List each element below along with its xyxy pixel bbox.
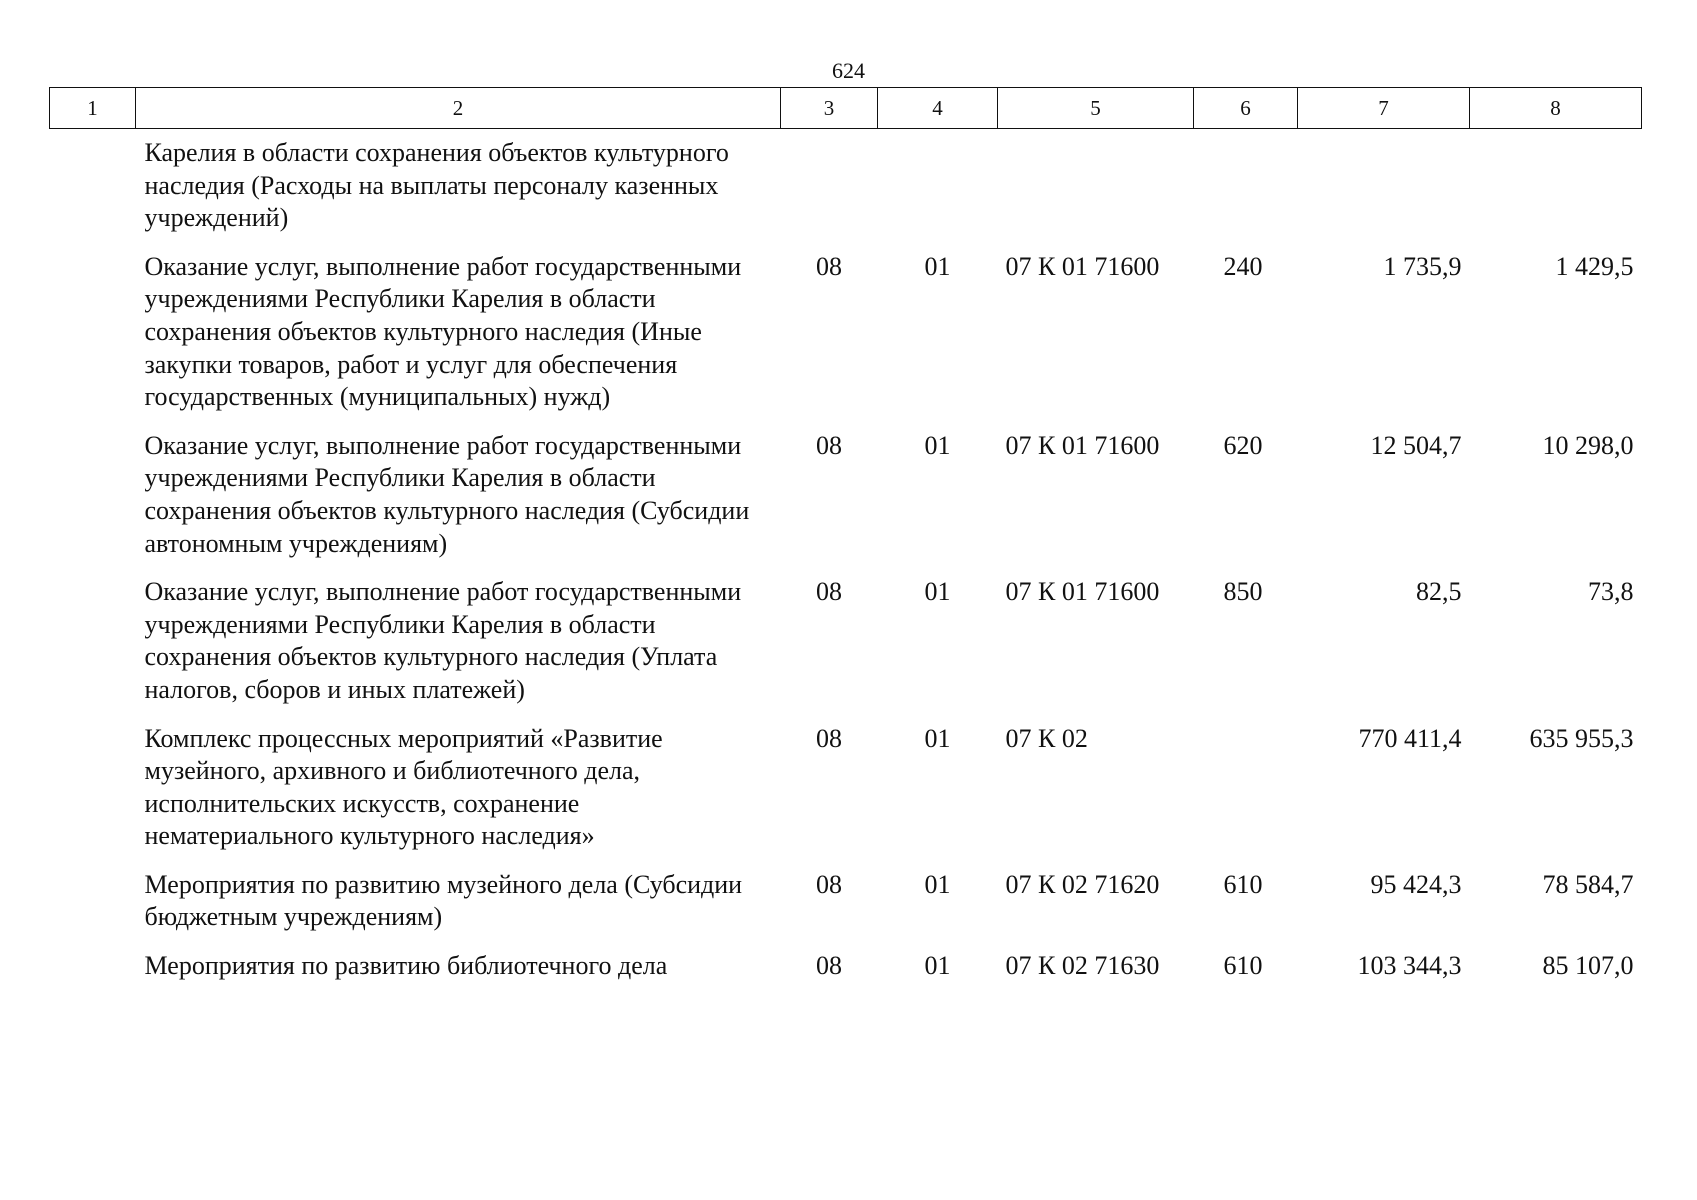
table-row (50, 572, 1642, 718)
header-col-7: 7 (1298, 88, 1470, 129)
section-code-cell: 08 (816, 251, 842, 281)
target-code-cell: 07 К 01 71600 (1005, 251, 1160, 281)
amount-col-7-cell: 95 424,3 (1370, 869, 1462, 899)
amount-col-7-cell: 12 504,7 (1370, 430, 1462, 460)
row-number-cell (50, 946, 136, 995)
section-code-cell: 08 (816, 951, 842, 981)
expense-type-cell: 850 (1223, 577, 1263, 607)
subsection-code-cell: 01 (924, 869, 951, 899)
header-col-5: 5 (998, 88, 1194, 129)
amount-col-8-cell: 635 955,3 (1529, 723, 1634, 753)
row-number-cell (50, 865, 136, 946)
expense-type-cell: 620 (1223, 430, 1263, 460)
table-row (50, 865, 1642, 946)
row-number-cell (50, 572, 136, 718)
target-code-cell (998, 129, 1194, 247)
header-col-3: 3 (781, 88, 878, 129)
expense-name-cell: Оказание услуг, выполнение работ государственными учреждениями Республики Карелия в области сохранения объектов культурного наследия (Иные закупки товаров, работ и услуг для обеспечения государственных (муниципальных) нужд) (144, 251, 742, 412)
amount-col-7-cell: 1 735,9 (1383, 251, 1462, 281)
target-code-cell: 07 К 01 71600 (1005, 430, 1160, 460)
expense-name-cell: Мероприятия по развитию музейного дела (Субсидии бюджетным учреждениям) (144, 869, 743, 932)
target-code-cell: 07 К 02 71620 (1005, 869, 1160, 899)
expense-type-cell: 240 (1223, 251, 1263, 281)
header-col-1: 1 (50, 88, 136, 129)
expense-name-cell: Оказание услуг, выполнение работ государственными учреждениями Республики Карелия в области сохранения объектов культурного наследия (Субсидии автономным учреждениям) (144, 430, 750, 558)
target-code-cell: 07 К 01 71600 (1005, 577, 1160, 607)
table-body (50, 129, 1642, 995)
header-col-8: 8 (1470, 88, 1642, 129)
amount-col-7-cell: 82,5 (1416, 577, 1462, 607)
subsection-code-cell: 01 (924, 430, 951, 460)
subsection-code-cell: 01 (924, 951, 951, 981)
section-code-cell: 08 (816, 869, 842, 899)
table-row (50, 946, 1642, 995)
expense-name-cell: Мероприятия по развитию библиотечного дела (144, 951, 668, 981)
amount-col-8-cell: 73,8 (1588, 577, 1634, 607)
amount-col-8-cell: 85 107,0 (1542, 951, 1634, 981)
row-number-cell (50, 719, 136, 865)
table-row (50, 247, 1642, 426)
subsection-code-cell: 01 (924, 251, 951, 281)
target-code-cell: 07 К 02 71630 (1005, 951, 1160, 981)
amount-col-8-cell: 78 584,7 (1542, 869, 1634, 899)
table-row (50, 129, 1642, 247)
expense-name-cell: Карелия в области сохранения объектов культурного наследия (Расходы на выплаты персоналу казенных учреждений) (144, 138, 729, 233)
expense-type-cell: 610 (1223, 869, 1263, 899)
header-row (50, 88, 1642, 129)
amount-col-8-cell (1470, 129, 1642, 247)
expense-name-cell: Оказание услуг, выполнение работ государственными учреждениями Республики Карелия в области сохранения объектов культурного наследия (Уплата налогов, сборов и иных платежей) (144, 577, 742, 704)
header-col-6: 6 (1194, 88, 1298, 129)
table-row (50, 719, 1642, 865)
expense-type-cell (1194, 719, 1298, 865)
expense-type-cell (1194, 129, 1298, 247)
header-col-4: 4 (878, 88, 998, 129)
header-col-2: 2 (136, 88, 781, 129)
page-number: 624 (832, 58, 865, 83)
target-code-cell: 07 К 02 (1005, 723, 1088, 753)
row-number-cell (50, 129, 136, 247)
row-number-cell (50, 247, 136, 426)
expense-type-cell: 610 (1223, 951, 1263, 981)
budget-table (49, 87, 1642, 995)
amount-col-7-cell (1298, 129, 1470, 247)
amount-col-8-cell: 10 298,0 (1542, 430, 1634, 460)
section-code-cell: 08 (816, 577, 842, 607)
section-code-cell: 08 (816, 723, 842, 753)
section-code-cell: 08 (816, 430, 842, 460)
subsection-code-cell (878, 129, 998, 247)
subsection-code-cell: 01 (924, 577, 951, 607)
row-number-cell (50, 426, 136, 572)
table-header (50, 88, 1642, 129)
amount-col-7-cell: 103 344,3 (1357, 951, 1462, 981)
amount-col-7-cell: 770 411,4 (1358, 723, 1462, 753)
section-code-cell (781, 129, 878, 247)
expense-name-cell: Комплекс процессных мероприятий «Развитие музейного, архивного и библиотечного дела, исполнительских искусств, сохранение нематериального культурного наследия» (144, 723, 663, 851)
subsection-code-cell: 01 (924, 723, 951, 753)
amount-col-8-cell: 1 429,5 (1555, 251, 1634, 281)
table-row (50, 426, 1642, 572)
